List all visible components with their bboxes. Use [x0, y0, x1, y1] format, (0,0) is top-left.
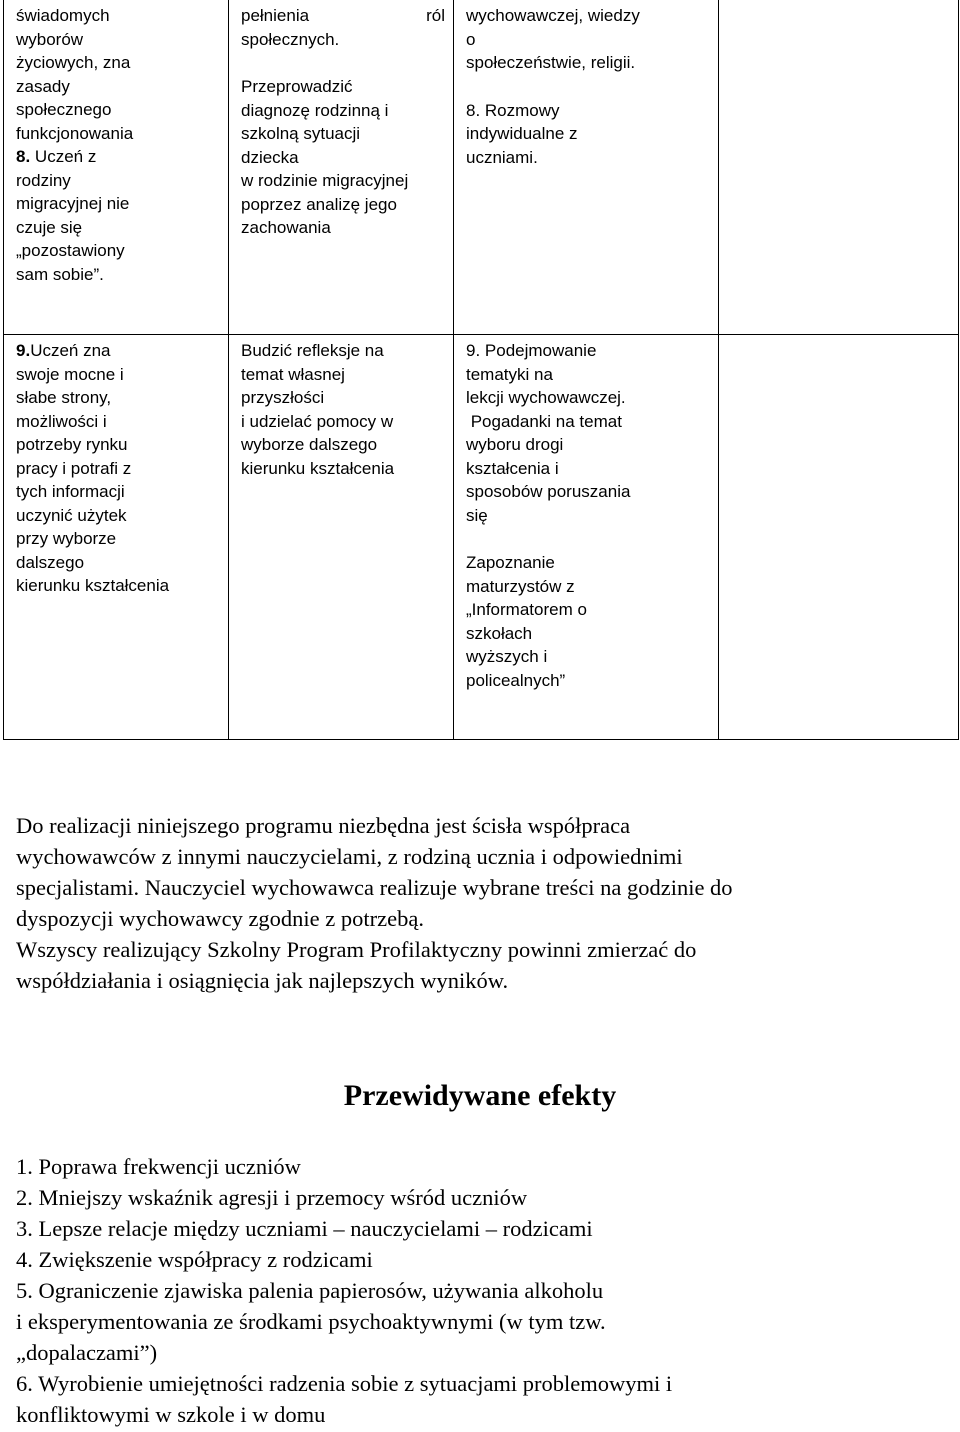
list-item: 3. Lepsze relacje między uczniami – nauczycielami – rodzicami — [16, 1216, 593, 1241]
list-item: 6. Wyrobienie umiejętności radzenia sobie z sytuacjami problemowymi i — [16, 1371, 673, 1396]
text-line: lekcji wychowawczej. — [466, 388, 626, 407]
list-item: „dopalaczami”) — [16, 1340, 158, 1365]
text-line: 8. Rozmowy — [466, 100, 560, 120]
text-word: ról — [426, 6, 445, 25]
text-line: zachowania — [241, 218, 331, 237]
goal-cell — [4, 0, 229, 335]
text-line: kształcenia i — [466, 458, 559, 478]
text-line — [16, 145, 222, 169]
text-line: tematyki na — [466, 364, 553, 384]
text-line: czuje się — [16, 217, 83, 237]
text-line: wyborze dalszego — [241, 435, 378, 454]
empty-cell — [719, 0, 959, 335]
text-line: życiowych, zna — [16, 53, 131, 72]
list-item: 2. Mniejszy wskaźnik agresji i przemocy wśród uczniów — [16, 1185, 528, 1210]
task-cell — [229, 335, 454, 740]
text-line: migracyjnej nie — [16, 194, 130, 213]
text-line: i udzielać pomocy w — [241, 411, 394, 431]
text-line: indywidualne z — [466, 124, 578, 143]
text-line: wyborów — [16, 29, 84, 49]
text-line: szkołach — [466, 623, 533, 643]
text-line: kierunku kształcenia — [241, 458, 395, 478]
method-cell — [454, 0, 719, 335]
paragraph-line: Wszyscy realizujący Szkolny Program Profilaktyczny powinni zmierzać do — [16, 937, 697, 962]
text-line: sposobów poruszania — [466, 482, 631, 501]
text-line: swoje mocne i — [16, 364, 124, 384]
text-line: potrzeby rynku — [16, 435, 128, 454]
spacer — [466, 75, 712, 99]
list-item: i eksperymentowania ze środkami psychoaktywnymi (w tym tzw. — [16, 1309, 606, 1334]
text-line: maturzystów z — [466, 576, 575, 596]
text-line: wyboru drogi — [466, 435, 564, 454]
empty-cell — [719, 335, 959, 740]
text-line: możliwości i — [16, 411, 107, 431]
spacer — [466, 527, 712, 551]
paragraph-line: dyspozycji wychowawcy zgodnie z potrzebą. — [16, 906, 424, 931]
text-line: społecznych. — [241, 29, 340, 49]
text-line — [241, 4, 447, 28]
spacer — [241, 51, 447, 75]
program-table — [3, 0, 959, 740]
text-line: Zapoznanie — [466, 553, 555, 572]
text-line — [16, 339, 222, 363]
text-line: Budzić refleksje na — [241, 341, 384, 360]
item-text: Uczeń zna — [30, 341, 111, 360]
text-line: o — [466, 29, 476, 49]
effects-list — [16, 1151, 946, 1430]
text-line: społecznego — [16, 100, 112, 119]
text-line: sam sobie”. — [16, 264, 104, 284]
text-line: wychowawczej, wiedzy — [466, 6, 640, 25]
text-line: policealnych” — [466, 670, 566, 690]
text-line: Przeprowadzić — [241, 77, 353, 96]
text-line: funkcjonowania — [16, 123, 134, 143]
method-cell — [454, 335, 719, 740]
text-line: świadomych — [16, 6, 110, 25]
item-number: 9. — [16, 341, 31, 360]
text-line: słabe strony, — [16, 388, 112, 407]
paragraph-line: współdziałania i osiągnięcia jak najlepszych wyników. — [16, 968, 509, 993]
paragraph-line: Do realizacji niniejszego programu niezbędna jest ścisła współpraca — [16, 813, 631, 838]
list-item: konfliktowymi w szkole i w domu — [16, 1402, 326, 1427]
text-word: pełnienia — [241, 6, 310, 25]
list-item: 1. Poprawa frekwencji uczniów — [16, 1154, 301, 1179]
table-row — [4, 335, 959, 740]
text-line: poprzez analizę jego — [241, 194, 397, 214]
text-line: szkolną sytuacji — [241, 124, 361, 143]
text-line: przy wyborze — [16, 529, 117, 548]
text-line: przyszłości — [241, 388, 325, 407]
text-line: społeczeństwie, religii. — [466, 53, 636, 72]
text-line: wyższych i — [466, 647, 548, 666]
text-line: uczniami. — [466, 147, 538, 167]
text-line: zasady — [16, 76, 70, 96]
text-line: tych informacji — [16, 482, 125, 501]
text-line: pracy i potrafi z — [16, 458, 132, 478]
text-line: w rodzinie migracyjnej — [241, 171, 409, 190]
text-line: diagnozę rodzinną i — [241, 100, 389, 120]
task-cell — [229, 0, 454, 335]
text-line: Pogadanki na temat — [466, 411, 622, 431]
text-line: dziecka — [241, 147, 299, 167]
item-number: 8. — [16, 147, 31, 166]
paragraph-line: wychowawców z innymi nauczycielami, z rodziną ucznia i odpowiednimi — [16, 844, 683, 869]
text-line: rodziny — [16, 170, 71, 190]
text-line: dalszego — [16, 552, 85, 572]
section-heading: Przewidywane efekty — [343, 1079, 617, 1112]
text-line: „pozostawiony — [16, 241, 125, 260]
goal-cell — [4, 335, 229, 740]
table-row — [4, 0, 959, 335]
list-item: 5. Ograniczenie zjawiska palenia papierosów, używania alkoholu — [16, 1278, 604, 1303]
cooperation-paragraph — [16, 810, 946, 996]
text-line: się — [466, 505, 488, 525]
item-text: Uczeń z — [30, 147, 97, 166]
list-item: 4. Zwiększenie współpracy z rodzicami — [16, 1247, 373, 1272]
text-line: „Informatorem o — [466, 600, 587, 619]
paragraph-line: specjalistami. Nauczyciel wychowawca realizuje wybrane treści na godzinie do — [16, 875, 733, 900]
text-line: 9. Podejmowanie — [466, 341, 597, 360]
text-line: kierunku kształcenia — [16, 576, 170, 595]
text-line: uczynić użytek — [16, 505, 127, 525]
text-line: temat własnej — [241, 364, 345, 384]
